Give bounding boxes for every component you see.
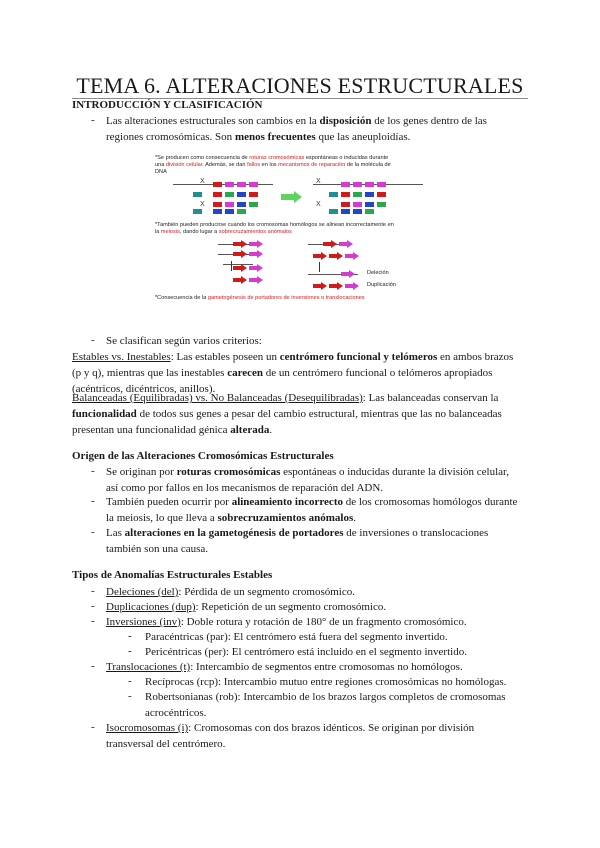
arrow-red-icon — [323, 240, 337, 248]
bullet-dash: - — [91, 615, 95, 627]
gene-block — [341, 209, 350, 214]
gene-block — [249, 202, 258, 207]
tipo-reciprocas: Recíprocas (rcp): Intercambio mutuo entre regiones cromosómicas no homólogas. — [145, 676, 507, 688]
balanceadas-paragraph: Balanceadas (Equilibradas) vs. No Balanceadas (Desequilibradas): Las balanceadas conservan la funcionalidad de todos sus genes a pesar del cambio estructural, mientras que las no balanceadas presentan una funcionalidad génica alterada. — [72, 392, 502, 436]
gene-block — [237, 202, 246, 207]
arrow-magenta-icon — [345, 282, 359, 290]
break-mark: X — [316, 201, 321, 208]
arrow-red-icon — [233, 250, 247, 258]
bullet-dash: - — [91, 660, 95, 672]
gene-block — [365, 209, 374, 214]
arrow-magenta-icon — [249, 264, 263, 272]
break-mark: X — [200, 178, 205, 185]
gene-block — [237, 192, 246, 197]
gene-block — [377, 182, 386, 187]
gene-block — [237, 182, 246, 187]
gene-block — [329, 209, 338, 214]
tipo-paracentricas: Paracéntricas (par): El centrómero está fuera del segmento invertido. — [145, 631, 448, 643]
tipos-heading: Tipos de Anomalías Estructurales Estables — [72, 569, 273, 581]
page-title: TEMA 6. ALTERACIONES ESTRUCTURALES — [76, 73, 524, 98]
gene-block — [213, 182, 222, 187]
gene-block — [341, 192, 350, 197]
tipo-deleciones: Deleciones (del): Pérdida de un segmento cromosómico. — [106, 586, 355, 598]
arrow-red-icon — [313, 252, 327, 260]
arrow-magenta-icon — [249, 276, 263, 284]
origen-item-1: Se originan por roturas cromosómicas espontáneas o inducidas durante la división celular, así como por fallos en los mecanismos de reparación del ADN. — [106, 466, 510, 494]
gene-block — [353, 202, 362, 207]
transition-arrow-icon — [281, 191, 303, 203]
bullet-dash: - — [128, 645, 132, 657]
gene-block — [365, 202, 374, 207]
gene-block — [365, 182, 374, 187]
estables-paragraph: Estables vs. Inestables: Las estables poseen un centrómero funcional y telómeros en ambos brazos (p y q), mientras que las inestables carecen de un centrómero funcional o telómeros apropiados (acéntricos, dicéntricos, anillos). — [72, 351, 514, 395]
bullet-dash: - — [128, 630, 132, 642]
label-duplication: Duplicación — [367, 282, 396, 288]
intro-item-1: Las alteraciones estructurales son cambios en la disposición de los genes dentro de las regiones cromosómicas. Son menos frecuentes que las aneuploidías. — [106, 115, 487, 143]
arrow-red-icon — [233, 276, 247, 284]
tipo-translocaciones: Translocaciones (t): Intercambio de segmentos entre cromosomas no homólogos. — [106, 661, 463, 673]
bullet-dash: - — [91, 585, 95, 597]
gene-block — [249, 182, 258, 187]
down-arrow — [231, 261, 232, 271]
tipo-duplicaciones: Duplicaciones (dup): Repetición de un segmento cromosómico. — [106, 601, 387, 613]
gene-block — [341, 182, 350, 187]
break-mark: X — [200, 201, 205, 208]
bullet-dash: - — [91, 334, 95, 346]
intro-heading: INTRODUCCIÓN Y CLASIFICACIÓN — [72, 99, 263, 111]
tipo-pericentricas: Pericéntricas (per): El centrómero está incluido en el segmento invertido. — [145, 646, 467, 658]
arrow-magenta-icon — [249, 250, 263, 258]
chromosome-line — [173, 184, 273, 185]
gene-block — [365, 192, 374, 197]
gene-block — [237, 209, 246, 214]
figure-caption-top: *Se producen como consecuencia de roturas cromosómicas espontáneas o inducidas durante una división celular. Además, se dan fallos en los mecanismos de reparación de la molécula de DNA — [155, 155, 391, 175]
bullet-dash: - — [91, 465, 95, 477]
origen-item-3: Las alteraciones en la gametogénesis de portadores de inversiones o translocaciones también son una causa. — [106, 527, 489, 555]
gene-block — [213, 192, 222, 197]
tipo-isocromosomas: Isocromosomas (i): Cromosomas con dos brazos idénticos. Se originan por división transversal del centrómero. — [106, 722, 475, 750]
gene-block — [193, 209, 202, 214]
bullet-dash: - — [91, 114, 95, 126]
arrow-magenta-icon — [345, 252, 359, 260]
arrow-magenta-icon — [341, 270, 355, 278]
bullet-dash: - — [91, 495, 95, 507]
gene-block — [329, 192, 338, 197]
label-deletion: Deleción — [367, 270, 389, 276]
figure-caption-bottom: *Consecuencia de la gametogénesis de portadores de inversiones o translocaciones — [155, 295, 365, 301]
arrow-red-icon — [233, 264, 247, 272]
bullet-dash: - — [128, 675, 132, 687]
bullet-dash: - — [91, 526, 95, 538]
gene-block — [193, 192, 202, 197]
origen-item-2: También pueden ocurrir por alineamiento incorrecto de los cromosomas homólogos durante la meiosis, lo que lleva a sobrecruzamientos anómalos. — [106, 496, 518, 524]
gene-block — [377, 192, 386, 197]
gene-block — [213, 209, 222, 214]
gene-block — [353, 192, 362, 197]
arrow-magenta-icon — [249, 240, 263, 248]
bullet-dash: - — [91, 721, 95, 733]
arrow-red-icon — [313, 282, 327, 290]
break-mark: X — [316, 178, 321, 185]
bullet-dash: - — [91, 600, 95, 612]
gene-block — [225, 182, 234, 187]
gene-block — [341, 202, 350, 207]
chromosome-alteration-figure — [153, 154, 446, 306]
origen-heading: Origen de las Alteraciones Cromosómicas Estructurales — [72, 450, 334, 462]
tipo-inversiones: Inversiones (inv): Doble rotura y rotación de 180° de un fragmento cromosómico. — [106, 616, 467, 628]
gene-block — [225, 209, 234, 214]
gene-block — [213, 202, 222, 207]
gene-block — [353, 182, 362, 187]
arrow-red-icon — [233, 240, 247, 248]
gene-block — [377, 202, 386, 207]
tipo-robertsonianas: Robertsonianas (rob): Intercambio de los brazos largos completos de cromosomas acrocéntricos. — [145, 691, 506, 719]
gene-block — [249, 192, 258, 197]
arrow-magenta-icon — [339, 240, 353, 248]
bullet-dash: - — [128, 690, 132, 702]
down-arrow — [319, 262, 320, 272]
gene-block — [225, 192, 234, 197]
gene-block — [353, 209, 362, 214]
intro-item-2: Se clasifican según varios criterios: — [106, 335, 262, 347]
arrow-red-icon — [329, 252, 343, 260]
arrow-red-icon — [329, 282, 343, 290]
gene-block — [225, 202, 234, 207]
figure-caption-middle: *También pueden producirse cuando los cromosomas homólogos se alinean incorrectamente en la meiosis, dando lugar a sobrecruzamientos anómalos — [155, 222, 394, 235]
